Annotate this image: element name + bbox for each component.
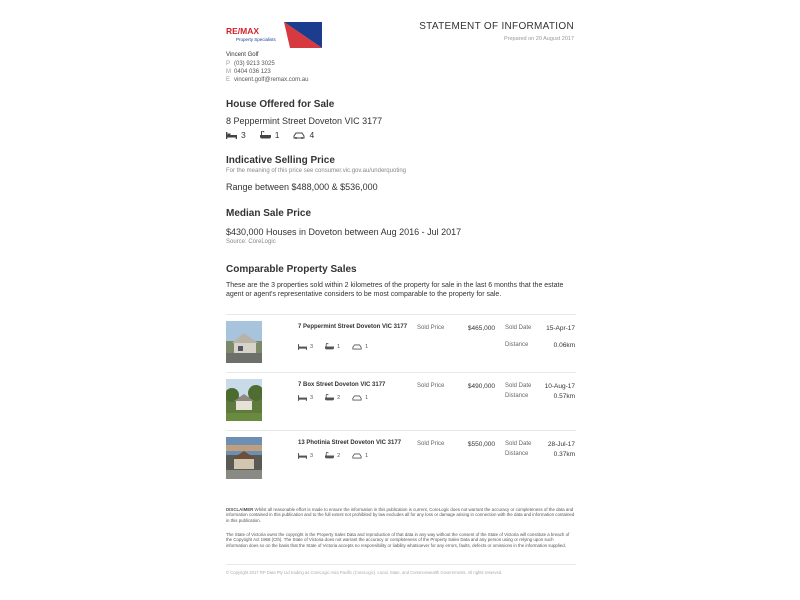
cars-feature [352,453,368,459]
cars-count: 1 [365,343,369,350]
footer-divider [226,564,576,565]
beds-count: 3 [310,452,314,459]
sold-date-label: Sold Date [505,441,532,447]
disclaimer-label: DISCLAIMER [226,507,254,512]
car-icon [352,453,362,459]
beds-feature [226,130,246,140]
footer-copyright: © Copyright 2017 RP Data Pty Ltd trading as CoreLogic Asia Pacific (CoreLogic). Local, State, and Commonwealth Governments. All rights reserved. [226,570,503,575]
baths-feature [325,343,340,350]
sold-date-value: 15-Apr-17 [546,325,575,332]
comparable-features [298,394,368,401]
beds-count: 3 [310,343,314,350]
agent-mobile [226,69,271,75]
mobile-value[interactable]: 0404 036 123 [234,69,271,75]
comparable-features [298,452,368,459]
sold-price-label: Sold Price [417,325,445,331]
house-features [226,130,314,140]
email-label: E [226,77,231,83]
bed-icon [298,395,307,401]
bed-icon [298,453,307,459]
bath-icon [325,343,334,350]
cars-feature [293,130,314,140]
disclaimer-paragraph [226,507,576,523]
svg-text:Property Specialists: Property Specialists [236,37,276,42]
car-icon [352,395,362,401]
comparable-photo[interactable] [226,437,262,479]
cars-feature [352,395,368,401]
divider [226,314,576,315]
baths-feature [325,394,340,401]
beds-feature [298,344,313,350]
beds-feature [298,395,313,401]
sold-date-label: Sold Date [505,383,532,389]
baths-count: 2 [337,452,341,459]
house-heading: House Offered for Sale [226,99,335,110]
phone-label: P [226,61,231,67]
beds-count: 3 [241,130,246,140]
comparable-address: 7 Box Street Doveton VIC 3177 [298,382,386,388]
beds-feature [298,453,313,459]
price-range: Range between $488,000 & $536,000 [226,182,378,192]
comparable-intro: These are the 3 properties sold within 2 kilometres of the property for sale in the last 6 months that the estate agent or agent's representative considers to be most comparable to the property for sale. [226,282,564,298]
car-icon [293,132,305,139]
comparable-heading: Comparable Property Sales [226,264,357,275]
distance-label: Distance [505,342,529,348]
svg-text:RE/MAX: RE/MAX [226,26,260,36]
distance-label: Distance [505,393,529,399]
disclaimer-text: Whilst all reasonable effort is made to ensure the information in this publication is current, CoreLogic does not warrant the accuracy or completeness of the data and information contained in this publication and to the full extent not prohibited by law excludes all for any loss or damage arising in connection with the data and information contained in this publication. [226,507,575,523]
divider [226,372,576,373]
median-heading: Median Sale Price [226,208,312,219]
baths-count: 2 [337,394,341,401]
cars-count: 1 [365,452,369,459]
sold-price-value: $490,000 [467,383,495,390]
bath-icon [325,452,334,459]
distance-value: 0.57km [553,393,575,400]
phone-value[interactable]: (03) 9213 3025 [234,61,275,67]
baths-count: 1 [337,343,341,350]
agent-phone [226,61,275,67]
distance-value: 0.06km [553,342,575,349]
beds-count: 3 [310,394,314,401]
agent-email [226,77,308,83]
sold-price-label: Sold Price [417,441,445,447]
distance-label: Distance [505,451,529,457]
bath-icon [260,131,271,139]
comparable-features [298,343,368,350]
cars-count: 4 [309,130,315,140]
price-heading: Indicative Selling Price [226,155,335,166]
prepared-date: Prepared on 20 August 2017 [503,36,574,42]
mobile-label: M [226,69,231,75]
document-title: STATEMENT OF INFORMATION [419,21,574,32]
sold-price-value: $550,000 [467,441,495,448]
median-source: Source: CoreLogic [226,239,276,245]
house-address: 8 Peppermint Street Doveton VIC 3177 [226,116,383,126]
bed-icon [226,132,237,139]
baths-feature [260,130,280,140]
copyright-paragraph: The State of Victoria owns the copyright in the Property Sales Data and reproduction of that data in any way without the consent of the State of Victoria will constitute a breach of the Copyright Act 1968 (Cth). The State of Victoria does not warrant the accuracy or completeness of the Property Sales Data and any person using or relying upon such information does so on the basis that the State of Victoria accepts no responsibility or liability whatsoever for any errors, faults, defects or omissions in the information supplied. [226,532,570,548]
baths-feature [325,452,340,459]
cars-feature [352,344,368,350]
email-link[interactable]: vincent.golf@remax.com.au [234,77,309,83]
divider [226,430,576,431]
cars-count: 1 [365,394,369,401]
sold-date-value: 10-Aug-17 [544,383,575,390]
agent-name: Vincent Golf [226,52,259,58]
bed-icon [298,344,307,350]
distance-value: 0.37km [553,451,575,458]
car-icon [352,344,362,350]
remax-logo [226,22,322,48]
comparable-address: 13 Photinia Street Doveton VIC 3177 [298,440,402,446]
sold-date-value: 28-Jul-17 [547,441,575,448]
sold-date-label: Sold Date [505,325,532,331]
baths-count: 1 [274,130,280,140]
comparable-photo[interactable] [226,321,262,363]
comparable-photo[interactable] [226,379,262,421]
bath-icon [325,394,334,401]
price-meaning: For the meaning of this price see consumer.vic.gov.au/underquoting [226,168,406,174]
sold-price-label: Sold Price [417,383,445,389]
comparable-address: 7 Peppermint Street Doveton VIC 3177 [298,324,408,330]
sold-price-value: $465,000 [467,325,495,332]
median-text: $430,000 Houses in Doveton between Aug 2016 - Jul 2017 [226,227,462,237]
